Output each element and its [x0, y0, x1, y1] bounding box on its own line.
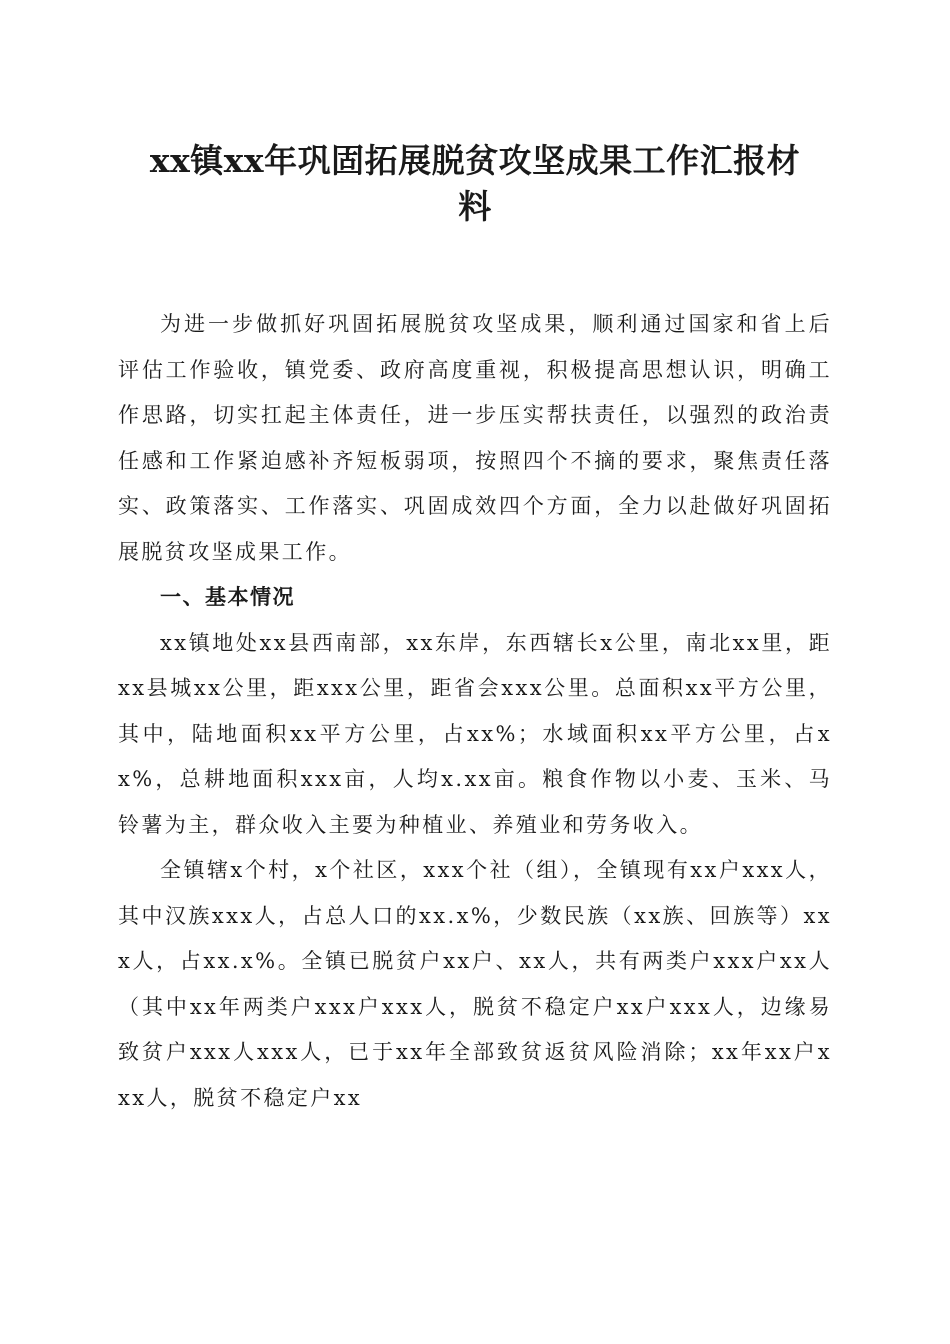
title-line-2: 料	[458, 187, 492, 226]
document-title	[118, 138, 832, 230]
intro-paragraph: 为进一步做抓好巩固拓展脱贫攻坚成果，顺利通过国家和省上后评估工作验收，镇党委、政府高度重视，积极提高思想认识，明确工作思路，切实扛起主体责任，进一步压实帮扶责任，以强烈的政治责任感和工作紧迫感补齐短板弱项，按照四个不摘的要求，聚焦责任落实、政策落实、工作落实、巩固成效四个方面，全力以赴做好巩固拓展脱贫攻坚成果工作。	[118, 312, 832, 564]
document-page	[118, 138, 832, 1121]
basic-info-paragraph-1: xx镇地处xx县西南部，xx东岸，东西辖长x公里，南北xx里，距xx县城xx公里，距xxx公里，距省会xxx公里。总面积xx平方公里，其中，陆地面积xx平方公里，占xx%；水域面积xx平方公里，占xx%，总耕地面积xxx亩，人均x.xx亩。粮食作物以小麦、玉米、马铃薯为主，群众收入主要为种植业、养殖业和劳务收入。	[118, 630, 832, 837]
basic-info-paragraph-2: 全镇辖x个村，x个社区，xxx个社（组），全镇现有xx户xxx人，其中汉族xxx人，占总人口的xx.x%，少数民族（xx族、回族等）xxx人，占xx.x%。全镇已脱贫户xx户、xx人，共有两类户xxx户xx人（其中xx年两类户xxx户xxx人，脱贫不稳定户xx户xxx人，边缘易致贫户xxx人xxx人，已于xx年全部致贫返贫风险消除；xx年xx户xxx人，脱贫不稳定户xx	[118, 858, 832, 1110]
title-line-1: xx镇xx年巩固拓展脱贫攻坚成果工作汇报材	[149, 141, 801, 180]
section-heading-basic-info: 一、基本情况	[160, 585, 295, 609]
